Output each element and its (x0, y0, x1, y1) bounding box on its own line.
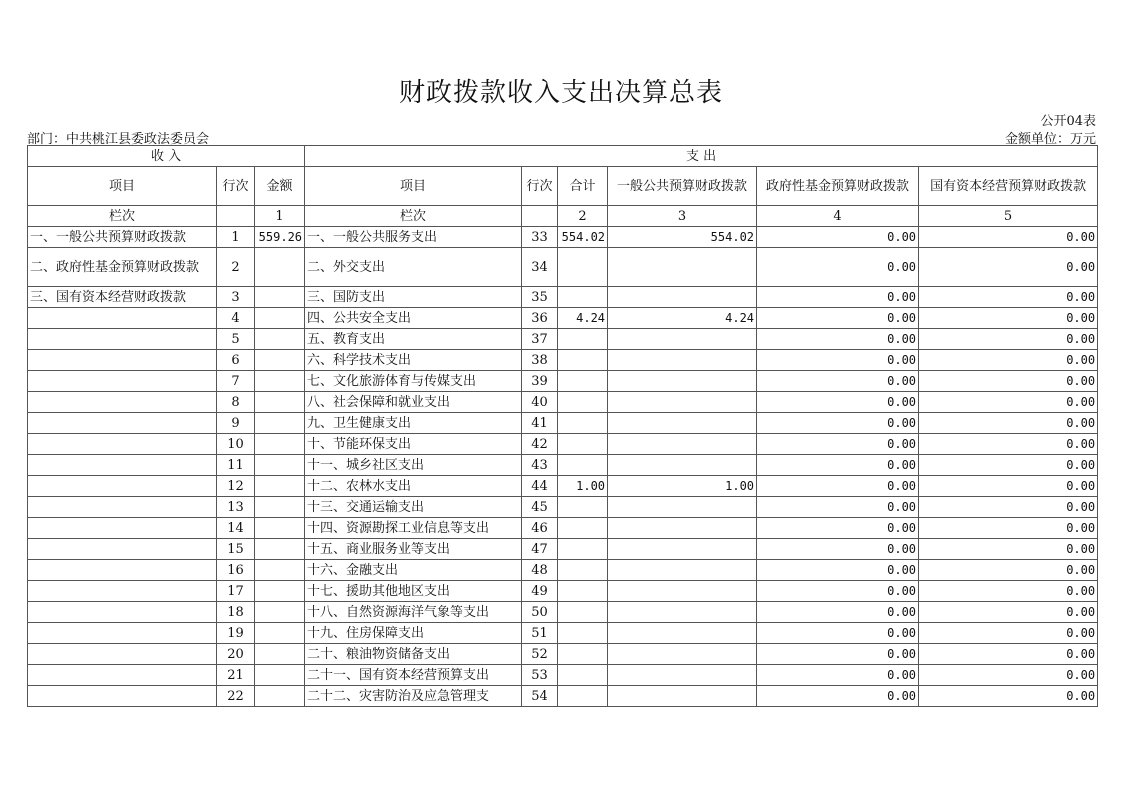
expense-row-no-cell: 47 (522, 539, 558, 560)
income-item-cell: 三、国有资本经营财政拨款 (28, 287, 217, 308)
total-cell (558, 539, 608, 560)
total-cell (558, 392, 608, 413)
table-row (28, 371, 1098, 392)
total-cell (558, 413, 608, 434)
state-capital-cell: 0.00 (919, 686, 1098, 707)
income-row-no-cell: 7 (217, 371, 255, 392)
expense-item-cell: 十四、资源勘探工业信息等支出 (305, 518, 522, 539)
table-row (28, 644, 1098, 665)
expense-row-no-cell: 43 (522, 455, 558, 476)
expense-item-cell: 七、文化旅游体育与传媒支出 (305, 371, 522, 392)
state-capital-cell: 0.00 (919, 539, 1098, 560)
general-budget-cell: 554.02 (608, 227, 757, 248)
table-row (28, 455, 1098, 476)
column-index-2: 2 (558, 206, 608, 227)
expense-item-cell: 二十一、国有资本经营预算支出 (305, 665, 522, 686)
state-capital-cell: 0.00 (919, 287, 1098, 308)
state-capital-cell: 0.00 (919, 227, 1098, 248)
total-cell (558, 248, 608, 287)
income-item-cell (28, 476, 217, 497)
general-budget-cell (608, 623, 757, 644)
expense-row-no-cell: 49 (522, 581, 558, 602)
state-capital-cell: 0.00 (919, 455, 1098, 476)
income-amount-cell (255, 518, 305, 539)
income-row-no-cell: 10 (217, 434, 255, 455)
income-row-no-cell: 19 (217, 623, 255, 644)
income-row-no-cell: 16 (217, 560, 255, 581)
state-capital-cell: 0.00 (919, 350, 1098, 371)
income-item-cell (28, 518, 217, 539)
income-amount-cell (255, 686, 305, 707)
income-row-no-cell: 20 (217, 644, 255, 665)
income-amount-cell (255, 392, 305, 413)
table-row (28, 476, 1098, 497)
gov-fund-cell: 0.00 (757, 308, 919, 329)
total-cell (558, 497, 608, 518)
state-capital-cell: 0.00 (919, 329, 1098, 350)
expense-row-no-cell: 51 (522, 623, 558, 644)
general-budget-cell (608, 539, 757, 560)
income-row-no-cell: 3 (217, 287, 255, 308)
gov-fund-cell: 0.00 (757, 497, 919, 518)
gov-fund-cell: 0.00 (757, 476, 919, 497)
income-amount-cell (255, 455, 305, 476)
table-row (28, 413, 1098, 434)
expense-item-cell: 十七、援助其他地区支出 (305, 581, 522, 602)
total-cell (558, 602, 608, 623)
income-row-no-cell: 18 (217, 602, 255, 623)
income-item-cell (28, 434, 217, 455)
income-item-cell (28, 392, 217, 413)
table-row (28, 686, 1098, 707)
general-budget-cell (608, 602, 757, 623)
state-capital-cell: 0.00 (919, 434, 1098, 455)
column-index-5: 5 (919, 206, 1098, 227)
expense-row-no-cell: 35 (522, 287, 558, 308)
gov-fund-cell: 0.00 (757, 602, 919, 623)
expense-row-no-cell: 33 (522, 227, 558, 248)
income-row-no-cell: 12 (217, 476, 255, 497)
general-budget-cell: 1.00 (608, 476, 757, 497)
income-row-no-cell: 4 (217, 308, 255, 329)
income-amount-cell (255, 287, 305, 308)
income-row-no-cell: 22 (217, 686, 255, 707)
general-budget-cell (608, 371, 757, 392)
table-row (28, 248, 1098, 287)
income-item-cell (28, 686, 217, 707)
section-header-row (28, 146, 1098, 167)
income-item-cell (28, 602, 217, 623)
gov-fund-cell: 0.00 (757, 623, 919, 644)
expense-item-cell: 一、一般公共服务支出 (305, 227, 522, 248)
gov-fund-cell: 0.00 (757, 686, 919, 707)
total-cell (558, 350, 608, 371)
general-budget-cell (608, 329, 757, 350)
expense-item-cell: 九、卫生健康支出 (305, 413, 522, 434)
total-cell (558, 518, 608, 539)
expense-row-no-cell: 36 (522, 308, 558, 329)
total-cell (558, 686, 608, 707)
income-item-header: 项目 (28, 167, 217, 206)
income-item-cell (28, 371, 217, 392)
total-cell (558, 623, 608, 644)
table-row (28, 227, 1098, 248)
general-budget-cell: 4.24 (608, 308, 757, 329)
state-capital-cell: 0.00 (919, 560, 1098, 581)
gov-fund-cell: 0.00 (757, 248, 919, 287)
gov-fund-header: 政府性基金预算财政拨款 (757, 167, 919, 206)
general-budget-cell (608, 581, 757, 602)
income-item-cell: 二、政府性基金预算财政拨款 (28, 248, 217, 287)
income-row-no-cell: 9 (217, 413, 255, 434)
income-item-cell (28, 413, 217, 434)
gov-fund-cell: 0.00 (757, 227, 919, 248)
state-capital-cell: 0.00 (919, 413, 1098, 434)
column-header-row (28, 167, 1098, 206)
state-capital-header: 国有资本经营预算财政拨款 (919, 167, 1098, 206)
expense-row-no-cell: 42 (522, 434, 558, 455)
table-row (28, 518, 1098, 539)
income-row-no-cell: 1 (217, 227, 255, 248)
general-budget-cell (608, 497, 757, 518)
expense-item-cell: 五、教育支出 (305, 329, 522, 350)
table-row (28, 434, 1098, 455)
column-index-4: 4 (757, 206, 919, 227)
form-number: 公开04表 (1040, 114, 1096, 129)
table-row (28, 602, 1098, 623)
income-item-cell (28, 350, 217, 371)
total-cell: 1.00 (558, 476, 608, 497)
total-cell (558, 455, 608, 476)
column-index-1: 1 (255, 206, 305, 227)
income-amount-cell (255, 644, 305, 665)
general-budget-cell (608, 560, 757, 581)
table-row (28, 308, 1098, 329)
income-amount-cell (255, 665, 305, 686)
income-item-cell (28, 644, 217, 665)
total-cell (558, 560, 608, 581)
expense-row-no-cell: 50 (522, 602, 558, 623)
table-row (28, 497, 1098, 518)
general-budget-header: 一般公共预算财政拨款 (608, 167, 757, 206)
total-cell (558, 644, 608, 665)
income-row-no-cell: 6 (217, 350, 255, 371)
expense-item-cell: 二十二、灾害防治及应急管理支 (305, 686, 522, 707)
income-item-cell (28, 539, 217, 560)
expense-row-no-cell: 39 (522, 371, 558, 392)
general-budget-cell (608, 248, 757, 287)
expense-item-header: 项目 (305, 167, 522, 206)
gov-fund-cell: 0.00 (757, 665, 919, 686)
gov-fund-cell: 0.00 (757, 644, 919, 665)
state-capital-cell: 0.00 (919, 665, 1098, 686)
income-amount-cell (255, 350, 305, 371)
income-amount-cell (255, 308, 305, 329)
column-index-blank (522, 206, 558, 227)
income-amount-cell (255, 539, 305, 560)
state-capital-cell: 0.00 (919, 497, 1098, 518)
gov-fund-cell: 0.00 (757, 455, 919, 476)
gov-fund-cell: 0.00 (757, 539, 919, 560)
income-amount-cell (255, 248, 305, 287)
income-amount-cell (255, 602, 305, 623)
expense-item-cell: 二、外交支出 (305, 248, 522, 287)
table-row (28, 560, 1098, 581)
state-capital-cell: 0.00 (919, 392, 1098, 413)
table-row (28, 539, 1098, 560)
total-cell (558, 581, 608, 602)
expense-row-no-cell: 48 (522, 560, 558, 581)
general-budget-cell (608, 455, 757, 476)
expense-row-no-header: 行次 (522, 167, 558, 206)
income-item-cell (28, 665, 217, 686)
income-amount-cell (255, 497, 305, 518)
column-index-label-right: 栏次 (305, 206, 522, 227)
gov-fund-cell: 0.00 (757, 518, 919, 539)
expense-row-no-cell: 46 (522, 518, 558, 539)
income-amount-cell (255, 434, 305, 455)
income-amount-cell (255, 560, 305, 581)
expense-item-cell: 十六、金融支出 (305, 560, 522, 581)
total-cell: 554.02 (558, 227, 608, 248)
total-cell: 4.24 (558, 308, 608, 329)
state-capital-cell: 0.00 (919, 518, 1098, 539)
report-title: 财政拨款收入支出决算总表 (398, 78, 723, 108)
general-budget-cell (608, 287, 757, 308)
income-amount-header: 金额 (255, 167, 305, 206)
expense-item-cell: 十三、交通运输支出 (305, 497, 522, 518)
expense-row-no-cell: 38 (522, 350, 558, 371)
expense-item-cell: 三、国防支出 (305, 287, 522, 308)
expense-row-no-cell: 45 (522, 497, 558, 518)
expense-item-cell: 十九、住房保障支出 (305, 623, 522, 644)
general-budget-cell (608, 665, 757, 686)
general-budget-cell (608, 392, 757, 413)
expense-item-cell: 十五、商业服务业等支出 (305, 539, 522, 560)
table-row (28, 329, 1098, 350)
gov-fund-cell: 0.00 (757, 371, 919, 392)
gov-fund-cell: 0.00 (757, 413, 919, 434)
column-index-row (28, 206, 1098, 227)
income-item-cell (28, 455, 217, 476)
expense-item-cell: 十八、自然资源海洋气象等支出 (305, 602, 522, 623)
income-item-cell (28, 329, 217, 350)
general-budget-cell (608, 518, 757, 539)
expense-row-no-cell: 34 (522, 248, 558, 287)
income-item-cell (28, 581, 217, 602)
table-row (28, 350, 1098, 371)
table-row (28, 287, 1098, 308)
general-budget-cell (608, 350, 757, 371)
expense-item-cell: 六、科学技术支出 (305, 350, 522, 371)
state-capital-cell: 0.00 (919, 308, 1098, 329)
income-amount-cell (255, 581, 305, 602)
total-cell (558, 665, 608, 686)
income-row-no-cell: 13 (217, 497, 255, 518)
column-index-label-left: 栏次 (28, 206, 217, 227)
expense-item-cell: 十二、农林水支出 (305, 476, 522, 497)
gov-fund-cell: 0.00 (757, 350, 919, 371)
income-row-no-cell: 21 (217, 665, 255, 686)
income-item-cell (28, 308, 217, 329)
income-amount-cell (255, 623, 305, 644)
amount-unit-label: 金额单位：万元 (1004, 132, 1096, 147)
expense-item-cell: 八、社会保障和就业支出 (305, 392, 522, 413)
total-cell (558, 287, 608, 308)
expense-section-header: 支 出 (305, 146, 1098, 167)
total-cell (558, 329, 608, 350)
income-amount-cell (255, 329, 305, 350)
expense-row-no-cell: 53 (522, 665, 558, 686)
state-capital-cell: 0.00 (919, 581, 1098, 602)
expense-row-no-cell: 54 (522, 686, 558, 707)
expense-row-no-cell: 37 (522, 329, 558, 350)
income-item-cell: 一、一般公共预算财政拨款 (28, 227, 217, 248)
income-amount-cell (255, 371, 305, 392)
state-capital-cell: 0.00 (919, 602, 1098, 623)
general-budget-cell (608, 413, 757, 434)
column-index-blank (217, 206, 255, 227)
expense-row-no-cell: 44 (522, 476, 558, 497)
expense-row-no-cell: 40 (522, 392, 558, 413)
department-label: 部门：中共桃江县委政法委员会 (27, 132, 210, 147)
income-row-no-cell: 5 (217, 329, 255, 350)
total-cell (558, 434, 608, 455)
income-amount-cell (255, 413, 305, 434)
state-capital-cell: 0.00 (919, 371, 1098, 392)
table-row (28, 581, 1098, 602)
expense-item-cell: 二十、粮油物资储备支出 (305, 644, 522, 665)
state-capital-cell: 0.00 (919, 476, 1098, 497)
income-item-cell (28, 623, 217, 644)
income-row-no-cell: 15 (217, 539, 255, 560)
income-row-no-cell: 2 (217, 248, 255, 287)
income-row-no-cell: 17 (217, 581, 255, 602)
income-amount-cell: 559.26 (255, 227, 305, 248)
gov-fund-cell: 0.00 (757, 329, 919, 350)
income-section-header: 收 入 (28, 146, 305, 167)
general-budget-cell (608, 434, 757, 455)
gov-fund-cell: 0.00 (757, 392, 919, 413)
total-cell (558, 371, 608, 392)
total-header: 合计 (558, 167, 608, 206)
table-row (28, 665, 1098, 686)
income-amount-cell (255, 476, 305, 497)
expense-row-no-cell: 52 (522, 644, 558, 665)
gov-fund-cell: 0.00 (757, 287, 919, 308)
gov-fund-cell: 0.00 (757, 581, 919, 602)
gov-fund-cell: 0.00 (757, 434, 919, 455)
expense-item-cell: 四、公共安全支出 (305, 308, 522, 329)
table-row (28, 392, 1098, 413)
budget-summary-table (27, 145, 1098, 707)
income-row-no-cell: 11 (217, 455, 255, 476)
table-row (28, 623, 1098, 644)
income-row-no-cell: 8 (217, 392, 255, 413)
expense-row-no-cell: 41 (522, 413, 558, 434)
state-capital-cell: 0.00 (919, 644, 1098, 665)
gov-fund-cell: 0.00 (757, 560, 919, 581)
income-row-no-cell: 14 (217, 518, 255, 539)
income-item-cell (28, 497, 217, 518)
income-row-no-header: 行次 (217, 167, 255, 206)
general-budget-cell (608, 644, 757, 665)
expense-item-cell: 十、节能环保支出 (305, 434, 522, 455)
general-budget-cell (608, 686, 757, 707)
expense-item-cell: 十一、城乡社区支出 (305, 455, 522, 476)
column-index-3: 3 (608, 206, 757, 227)
state-capital-cell: 0.00 (919, 248, 1098, 287)
state-capital-cell: 0.00 (919, 623, 1098, 644)
income-item-cell (28, 560, 217, 581)
